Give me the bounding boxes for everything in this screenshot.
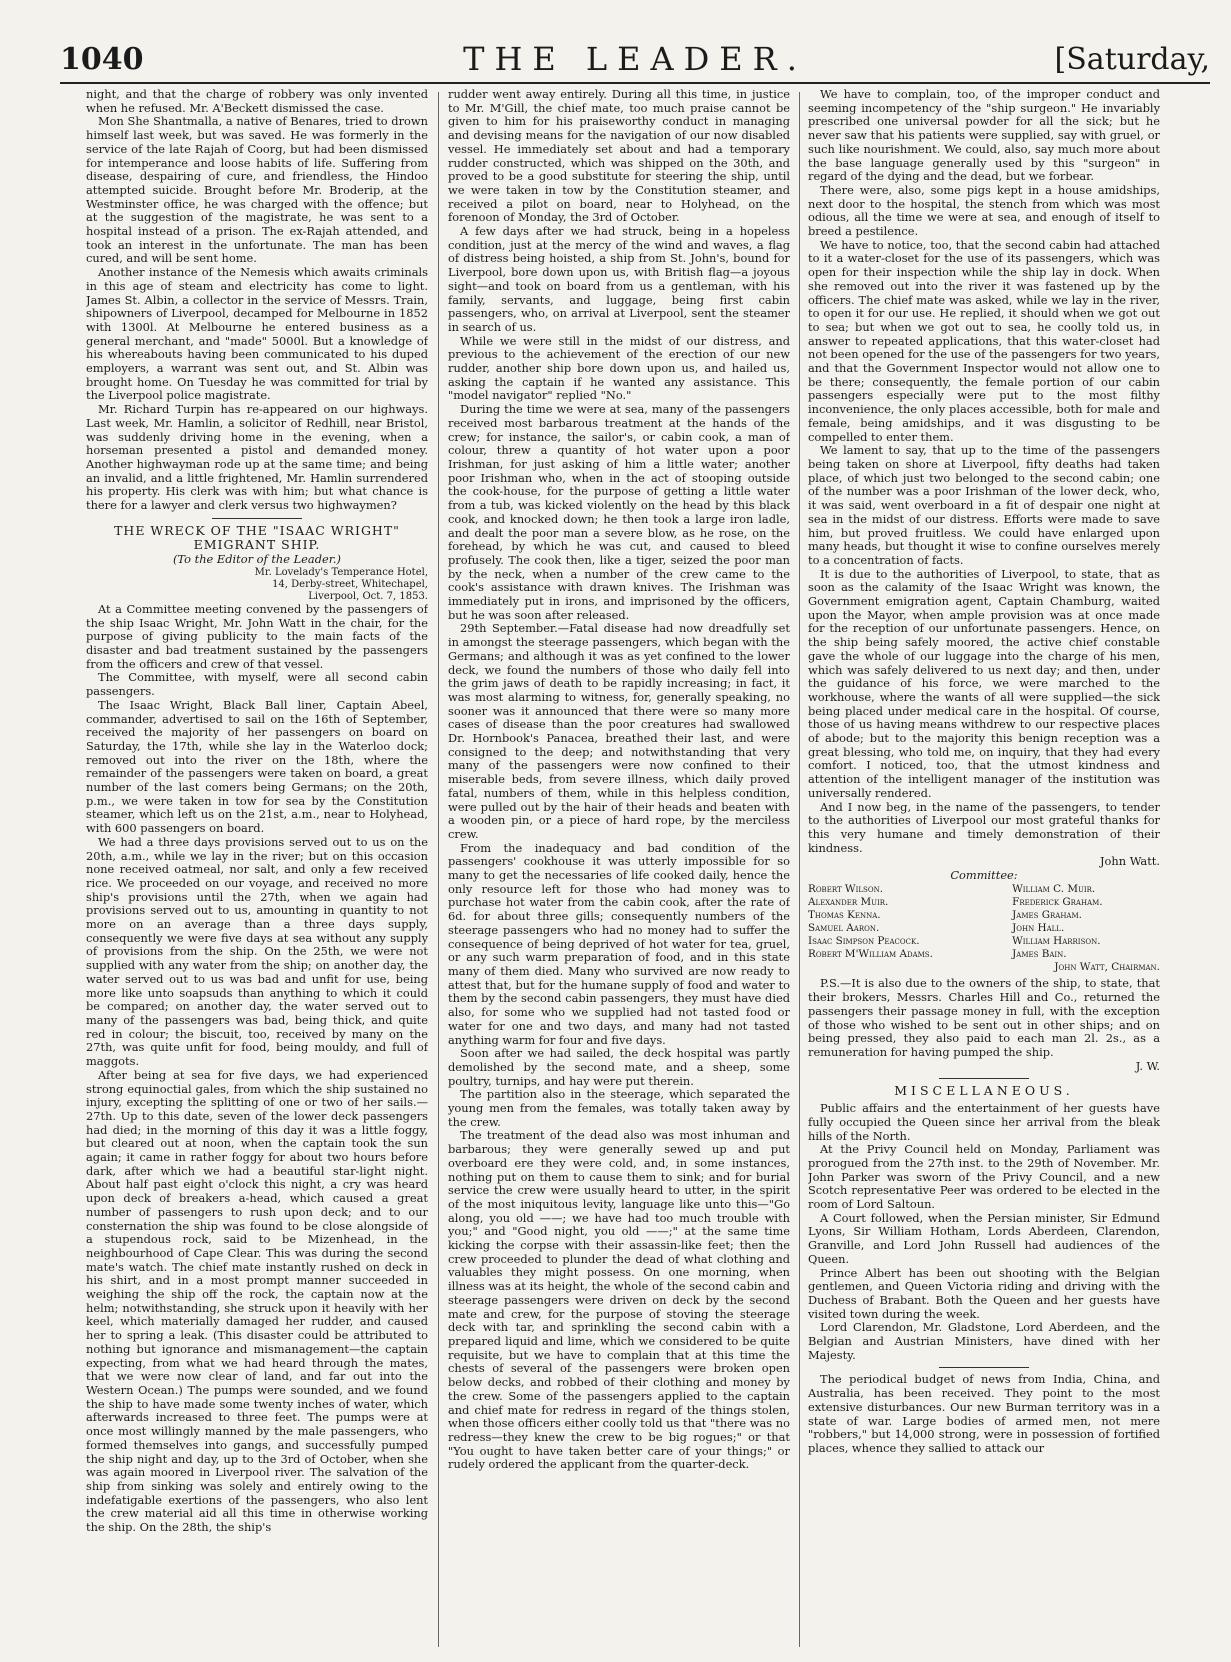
paragraph: Public affairs and the entertainment of her guests have fully occupied the Queen since her arrival from the bleak hills of the North. — [808, 1101, 1160, 1143]
section-divider — [939, 1367, 1029, 1368]
column-rule — [799, 92, 800, 1647]
paragraph: night, and that the charge of robbery was only invented when he refused. Mr. A'Beckett dismissed the case. — [86, 88, 428, 115]
committee-member: William Harrison. — [1012, 934, 1101, 947]
paragraph: After being at sea for five days, we had experienced strong equinoctial gales, from which the ship sustained no injury, excepting the splitting of one or two of her sails.—27th. Up to this date, seven of the lower deck passengers had died; in the morning of this day it was a little foggy, but cleared out at noon, when the captain took the sun again; it came in rather foggy for about two hours before dark, after which we had a beautiful star-light night. About half past eight o'clock this night, a cry was heard upon deck of breakers a-head, which caused a great number of passengers to rush upon deck; and to our consternation the ship was found to be close alongside of a stupendous rock, said to be Mizenhead, in the neighbourhood of Cape Clear. This was during the second mate's watch. The chief mate instantly rushed on deck in his shirt, and in a most prompt manner succeeded in weighing the ship off the rock, the captain now at the helm; notwithstanding, she struck upon it heavily with her keel, which materially damaged her rudder, and caused her to spring a leak. (This disaster could be attributed to nothing but ignorance and mismanagement—the captain expecting, from what we had heard through the mates, that we were now clear of land, and far out into the Western Ocean.) The pumps were sounded, and we found the ship to have made some twenty inches of water, which afterwards increased to three feet. The pumps were at once most willingly manned by the male passengers, who formed themselves into gangs, and successfully pumped the ship night and day, up to the 3rd of October, when she was again moored in Liverpool river. The salvation of the ship from sinking was solely and entirely owing to the indefatigable exertions of the passengers, who also lent the crew material aid all this time in otherwise working the ship. On the 28th, the ship's — [86, 1067, 428, 1535]
committee-member: Robert Wilson. — [808, 882, 883, 895]
paragraph: At the Privy Council held on Monday, Parliament was prorogued from the 27th inst. to the 29th of November. Mr. John Parker was sworn of the Privy Council, and a new Scotch representative Peer was ordered to be elected in the room of Lord Saltoun. — [808, 1142, 1160, 1212]
paragraph: During the time we were at sea, many of the passengers received most barbarous treatment at the hands of the crew; for instance, the sailor's, or cabin cook, a man of colour, threw a quantity of hot water upon a poor Irishman, for just asking of him a little water; another poor Irishman who, when in the act of stooping outside the cook-house, for the purpose of getting a little water from a tub, was kicked violently on the head by this black cook, and knocked down; he then took a large iron ladle, and dealt the poor man a severe blow, as he rose, on the forehead, by which he was cut, and caused to bleed profusely. The cook then, like a tiger, seized the poor man by the neck, when a number of the crew came to the cook's assistance with drawn knives. The Irishman was immediately put in irons, and imprisoned by the officers, but he was soon after released. — [448, 402, 790, 622]
committee-member: Thomas Kenna. — [808, 908, 881, 921]
page-number: 1040 — [60, 42, 144, 77]
address-line: Mr. Lovelady's Temperance Hotel, — [254, 566, 428, 578]
paragraph: Soon after we had sailed, the deck hospital was partly demolished by the second mate, and a sheep, some poultry, turnips, and hay were put therein. — [448, 1046, 790, 1088]
paragraph: It is due to the authorities of Liverpool, to state, that as soon as the calamity of the Isaac Wright was known, the Government emigration agent, Captain Chamburg, waited upon the Mayor, when ample provision was at once made for the reception of our unfortunate passengers. Hence, on the ship being safely moored, the active chief constable gave the whole of our luggage into the charge of his men, which was safely delivered to us next day; and then, under the guidance of his force, we were marched to the workhouse, where the wants of all were supplied—the sick being placed under medical care in the hospital. Of course, those of us having means withdrew to our respective places of abode; but to the majority this benign reception was a great blessing, who told me, on inquiry, that they had every comfort. I noticed, too, that the utmost kindness and attention of the intelligent manager of the institution was universally rendered. — [808, 566, 1160, 800]
address-line: 14, Derby-street, Whitechapel, — [272, 578, 428, 590]
article-headline: THE WRECK OF THE "ISAAC WRIGHT" EMIGRANT SHIP. — [114, 522, 400, 552]
article-subhead: (To the Editor of the Leader.) — [172, 552, 342, 567]
committee-member: James Graham. — [1012, 908, 1082, 921]
paragraph: 29th September.—Fatal disease had now dreadfully set in amongst the steerage passengers, which began with the Germans; and although it was as yet confined to the lower deck, we found the numbers of those who daily fell into the grim jaws of death to be rapidly increasing; in fact, it was most alarming to witness, for, generally speaking, no sooner was it announced that there were so many more cases of disease than the poor creatures had swallowed Dr. Hornbook's Panacea, breathed their last, and were consigned to the deep; and notwithstanding that very many of the passengers were now confined to their miserable beds, from severe illness, which daily proved fatal, numbers of them, while in this helpless condition, were pulled out by the hair of their heads and beaten with a wooden pin, or a piece of hard rope, by the merciless crew. — [448, 621, 790, 841]
chairman: John Watt, Chairman. — [1054, 960, 1160, 973]
section-heading: MISCELLANEOUS. — [894, 1083, 1074, 1099]
paragraph: We lament to say, that up to the time of the passengers being taken on shore at Liverpool, fifty deaths had taken place, of which just two belonged to the second cabin; one of the number was a poor Irishman of the lower deck, who, it was said, went overboard in a fit of despair one night at sea in the midst of our distress. Efforts were made to save him, but proved fruitless. We could have enlarged upon many heads, but thought it wise to confine ourselves merely to a concentration of facts. — [808, 443, 1160, 567]
paragraph: At a Committee meeting convened by the passengers of the ship Isaac Wright, Mr. John Watt in the chair, for the purpose of giving publicity to the main facts of the disaster and bad treatment sustained by the passengers from the officers and crew of that vessel. — [86, 601, 428, 671]
paragraph: The treatment of the dead also was most inhuman and barbarous; they were generally sewed up and put overboard ere they were cold, and, in some instances, nothing put on them to cause them to sink; and for burial service the crew were usually heard to utter, in the spirit of the most iniquitous levity, language like unto this—"Go along, you old ——; we have had too much trouble with you;" and "Good night, you old ——;" at the same time kicking the corpse with their assassin-like feet; then the crew proceeded to plunder the dead of what clothing and valuables they might possess. On one morning, when illness was at its height, the whole of the second cabin and steerage passengers were driven on deck by the second mate and crew, for the purpose of stoving the steerage deck with tar, and sprinkling the second cabin with a prepared liquid and lime, which we considered to be quite requisite, but we have to complain that at this time the chests of several of the passengers were broken open below decks, and robbed of their clothing and money by the crew. Some of the passengers applied to the captain and chief mate for redress in regard of the things stolen, when those officers either coolly told us that "there was no redress—they knew the crew to be big rogues;" or that "You ought to have taken better care of your things;" or rudely ordered the applicant from the quarter-deck. — [448, 1128, 790, 1472]
committee-member: John Hall. — [1012, 921, 1065, 934]
committee-member: James Bain. — [1012, 947, 1067, 960]
committee-member: Alexander Muir. — [808, 895, 889, 908]
paragraph: And I now beg, in the name of the passengers, to tender to the authorities of Liverpool our most grateful thanks for this very humane and timely demonstration of their kindness. — [808, 799, 1160, 855]
committee-member: Robert M'William Adams. — [808, 947, 933, 960]
paragraph: We have to notice, too, that the second cabin had attached to it a water-closet for the use of its passengers, which was open for their inspection while the ship lay in dock. When she removed out into the river it was fastened up by the officers. The chief mate was asked, while we lay in the river, to open it for our use. He replied, it should when we got out to sea; but when we got out to sea, he coolly told us, in answer to repeated applications, that this water-closet had not been opened for the use of the passengers for two years, and that the Government Inspector would not allow one to be there; consequently, the female portion of our cabin passengers especially were put to the most filthy inconvenience, the only places accessible, both for male and female, being amidships, and it was disgusting to be compelled to enter them. — [808, 237, 1160, 444]
column-1 — [86, 88, 428, 1648]
issue-day: [Saturday, — [1054, 42, 1210, 77]
committee-list — [808, 883, 1160, 961]
paragraph: Mon She Shantmalla, a native of Benares, tried to drown himself last week, but was saved. He was formerly in the service of the late Rajah of Coorg, but had been dismissed for intemperance and loose habits of life. Suffering from disease, despairing of cure, and friendless, the Hindoo attempted suicide. Brought before Mr. Broderip, at the Westminster office, he was charged with the offence; but at the suggestion of the magistrate, he was sent to a hospital instead of a prison. The ex-Rajah attended, and took an interest in the unfortunate. The man has been cured, and will be sent home. — [86, 114, 428, 266]
paragraph: The Committee, with myself, were all second cabin passengers. — [86, 670, 428, 699]
committee-member: Samuel Aaron. — [808, 921, 880, 934]
paragraph: We had a three days provisions served out to us on the 20th, a.m., while we lay in the river; but on this occasion none received oatmeal, nor salt, and only a few received rice. We proceeded on our voyage, and received no more ship's provisions until the 27th, when we again had provisions served out to us, amounting in quantity to not more on an average than a three days supply, consequently we were five days at sea without any supply of provisions from the ship. On the 25th, we were not supplied with any water from the ship; on another day, the water served out to us was bad and unfit for use, being more like unto soapsuds than anything to which it could be compared; on another day, the water served out to many of the passengers was bad, being thick, and quite red in colour; the biscuit, too, received by many on the 27th, was quite unfit for food, being mouldy, and full of maggots. — [86, 834, 428, 1069]
newspaper-title: THE LEADER. — [463, 40, 807, 78]
paragraph: The Isaac Wright, Black Ball liner, Captain Abeel, commander, advertised to sail on the 16th of September, received the majority of her passengers on board on Saturday, the 17th, while she lay in the Waterloo dock; removed out into the river on the 18th, where the remainder of the passengers were taken on board, a great number of the last comers being Germans; on the 20th, p.m., we were taken in tow for sea by the Constitution steamer, which left us on the 21st, a.m., near to Holyhead, with 600 passengers on board. — [86, 697, 428, 836]
postscript: P.S.—It is also due to the owners of the ship, to state, that their brokers, Messrs. Charles Hill and Co., returned the passengers their passage money in full, with the exception of those who wished to be sent out in other ships; and on being pressed, they also paid to each man 2l. 2s., as a remuneration for having pumped the ship. — [808, 976, 1160, 1059]
paragraph: Prince Albert has been out shooting with the Belgian gentlemen, and Queen Victoria riding and driving with the Duchess of Brabant. Both the Queen and her guests have visited town during the week. — [808, 1265, 1160, 1321]
column-3 — [808, 88, 1160, 1648]
paragraph: rudder went away entirely. During all this time, in justice to Mr. M'Gill, the chief mate, too much praise cannot be given to him for his praiseworthy conduct in managing and devising means for the navigation of our now disabled vessel. He immediately set about and had a temporary rudder constructed, which was shipped on the 30th, and proved to be a good substitute for steering the ship, until we were taken in tow by the Constitution steamer, and received a pilot on board, near to Holyhead, on the forenoon of Monday, the 3rd of October. — [448, 88, 790, 225]
address-line: Liverpool, Oct. 7, 1853. — [308, 590, 428, 602]
paragraph: Mr. Richard Turpin has re-appeared on our highways. Last week, Mr. Hamlin, a solicitor of Redhill, near Bristol, was suddenly driving home in the evening, when a horseman presented a pistol and demanded money. Another highwayman rode up at the same time; and being an invalid, and a little frightened, Mr. Hamlin surrendered his property. His clerk was with him; but what chance is there for a lawyer and clerk versus two highwaymen? — [86, 402, 428, 513]
committee-member: Frederick Graham. — [1012, 895, 1103, 908]
committee-member: Isaac Simpson Peacock. — [808, 934, 920, 947]
paragraph: A few days after we had struck, being in a hopeless condition, just at the mercy of the wind and waves, a flag of distress being hoisted, a ship from St. John's, bound for Liverpool, bore down upon us, with British flag—a joyous sight—and took on board from us a gentleman, with his family, servants, and luggage, being first cabin passengers, who, on arrival at Liverpool, sent the steamer in search of us. — [448, 224, 790, 334]
paragraph: The partition also in the steerage, which separated the young men from the females, was totally taken away by the crew. — [448, 1087, 790, 1129]
column-2 — [448, 88, 790, 1648]
section-divider — [939, 1078, 1029, 1079]
paragraph: A Court followed, when the Persian minister, Sir Edmund Lyons, Sir William Hotham, Lords Aberdeen, Clarendon, Granville, and Lord John Russell had audiences of the Queen. — [808, 1210, 1160, 1266]
paragraph: We have to complain, too, of the improper conduct and seeming incompetency of the "ship surgeon." He invariably prescribed one universal powder for all the sick; but he never saw that his patients were supplied, say with gruel, or such like nourishment. We could, also, say much more about the base language generally used by this "surgeon" in regard of the dying and the dead, but we forbear. — [808, 88, 1160, 184]
paragraph: The periodical budget of news from India, China, and Australia, has been received. They point to the most extensive disturbances. Our new Burman territory was in a state of war. Large bodies of armed men, not mere "robbers," but 14,000 strong, were in possession of fortified places, whence they sallied to attack our — [808, 1372, 1160, 1455]
paragraph: While we were still in the midst of our distress, and previous to the achievement of the erection of our new rudder, another ship bore down upon us, and hailed us, asking the captain if he wanted any assistance. This "model navigator" replied "No." — [448, 333, 790, 403]
postscript-signature: J. W. — [1135, 1058, 1160, 1073]
paragraph: Lord Clarendon, Mr. Gladstone, Lord Aberdeen, and the Belgian and Austrian Ministers, have dined with her Majesty. — [808, 1320, 1160, 1362]
committee-label: Committee: — [950, 868, 1018, 883]
column-rule — [438, 92, 439, 1647]
paragraph: Another instance of the Nemesis which awaits criminals in this age of steam and electricity has come to light. James St. Albin, a collector in the service of Messrs. Train, shipowners of Liverpool, decamped for Melbourne in 1852 with 1300l. At Melbourne he entered business as a general merchant, and "made" 5000l. But a knowledge of his whereabouts having been communicated to his duped employers, a warrant was sent out, and St. Albin was brought home. On Tuesday he was committed for trial by the Liverpool police magistrate. — [86, 265, 428, 403]
signature: John Watt. — [1099, 854, 1160, 869]
committee-member: William C. Muir. — [1012, 882, 1096, 895]
paragraph: From the inadequacy and bad condition of the passengers' cookhouse it was utterly impossible for so many to get the necessaries of life cooked daily, hence the only resource left for those who had money was to purchase hot water from the cabin cook, after the rate of 6d. for about three gills; consequently numbers of the steerage passengers who had no money had to suffer the consequence of being deprived of hot water for tea, gruel, or any such warm preparation of food, and in this state many of them died. Many who survived are now ready to attest that, but for the humane supply of food and water to them by the second cabin passengers, they must have died also, for some who we supplied had not tasted food or water for one and two days, and many had not tasted anything warm for four and five days. — [448, 840, 790, 1047]
paragraph: There were, also, some pigs kept in a house amidships, next door to the hospital, the stench from which was most odious, all the time we were at sea, and enough of itself to breed a pestilence. — [808, 182, 1160, 239]
section-divider — [212, 518, 302, 519]
masthead — [60, 38, 1210, 84]
